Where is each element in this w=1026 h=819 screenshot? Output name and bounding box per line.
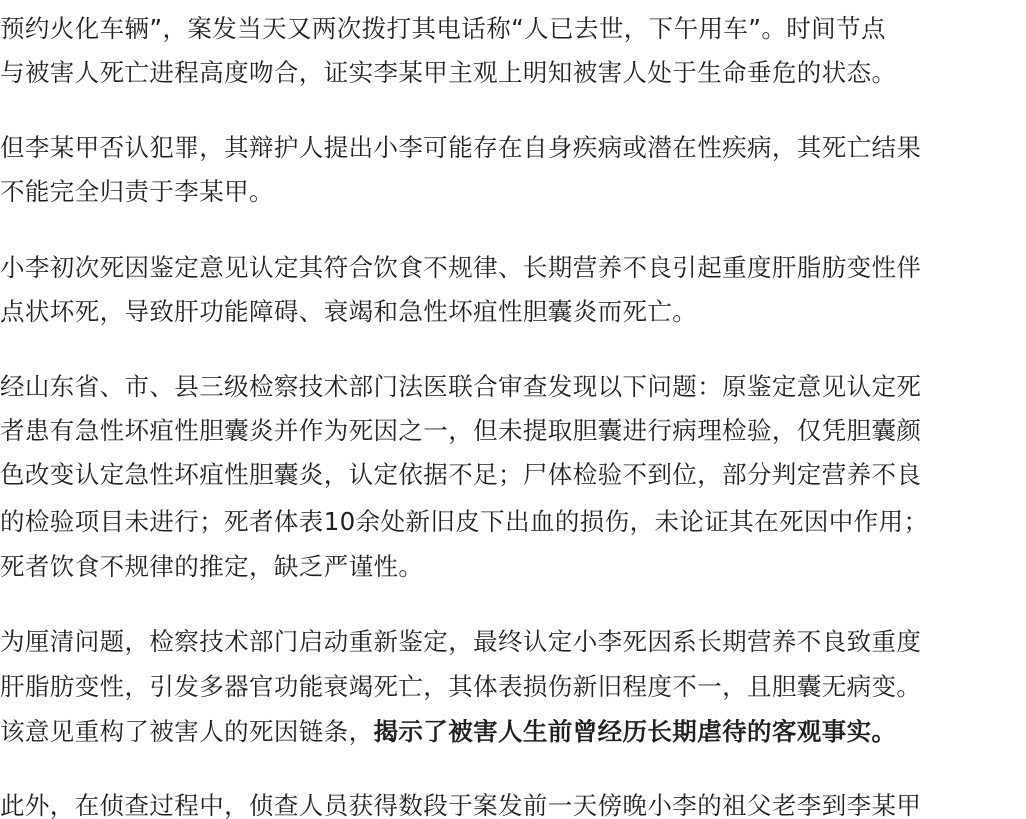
paragraph-6-line-1: 此外，在侦查过程中，侦查人员获得数段于案发前一天傍晚小李的祖父老李到李某甲 (0, 791, 922, 819)
paragraph-2-line-1: 但李某甲否认犯罪，其辩护人提出小李可能存在自身疾病或潜在性疾病，其死亡结果 (0, 133, 922, 162)
paragraph-1-line-1: 预约火化车辆”，案发当天又两次拨打其电话称“人已去世，下午用车”。时间节点 (0, 14, 886, 43)
paragraph-1-line-2: 与被害人死亡进程高度吻合，证实李某甲主观上明知被害人处于生命垂危的状态。 (0, 58, 897, 87)
paragraph-5-line-3-normal-text: 该意见重构了被害人的死因链条， (0, 717, 374, 746)
paragraph-5-line-3-bold-text: 揭示了被害人生前曾经历长期虐待的客观事实。 (373, 717, 897, 746)
paragraph-4-line-4: 的检验项目未进行；死者体表10余处新旧皮下出血的损伤，未论证其在死因中作用； (0, 507, 929, 536)
paragraph-4-line-1: 经山东省、市、县三级检察技术部门法医联合审查发现以下问题：原鉴定意见认定死 (0, 372, 922, 401)
paragraph-2-line-2: 不能完全归责于李某甲。 (0, 177, 274, 206)
paragraph-5-line-3 (0, 715, 1026, 749)
paragraph-4-line-2: 者患有急性坏疽性胆囊炎并作为死因之一，但未提取胆囊进行病理检验，仅凭胆囊颜 (0, 416, 922, 445)
paragraph-5-line-2: 肝脂肪变性，引发多器官功能衰竭死亡，其体表损伤新旧程度不一，且胆囊无病变。 (0, 672, 922, 701)
paragraph-4-line-3: 色改变认定急性坏疽性胆囊炎，认定依据不足；尸体检验不到位，部分判定营养不良 (0, 460, 922, 489)
paragraph-3-line-1: 小李初次死因鉴定意见认定其符合饮食不规律、长期营养不良引起重度肝脂肪变性伴 (0, 253, 922, 282)
paragraph-4-line-5: 死者饮食不规律的推定，缺乏严谨性。 (0, 552, 424, 581)
paragraph-5-line-1: 为厘清问题，检察技术部门启动重新鉴定，最终认定小李死因系长期营养不良致重度 (0, 627, 922, 656)
paragraph-3-line-2: 点状坏死，导致肝功能障碍、衰竭和急性坏疽性胆囊炎而死亡。 (0, 297, 698, 326)
